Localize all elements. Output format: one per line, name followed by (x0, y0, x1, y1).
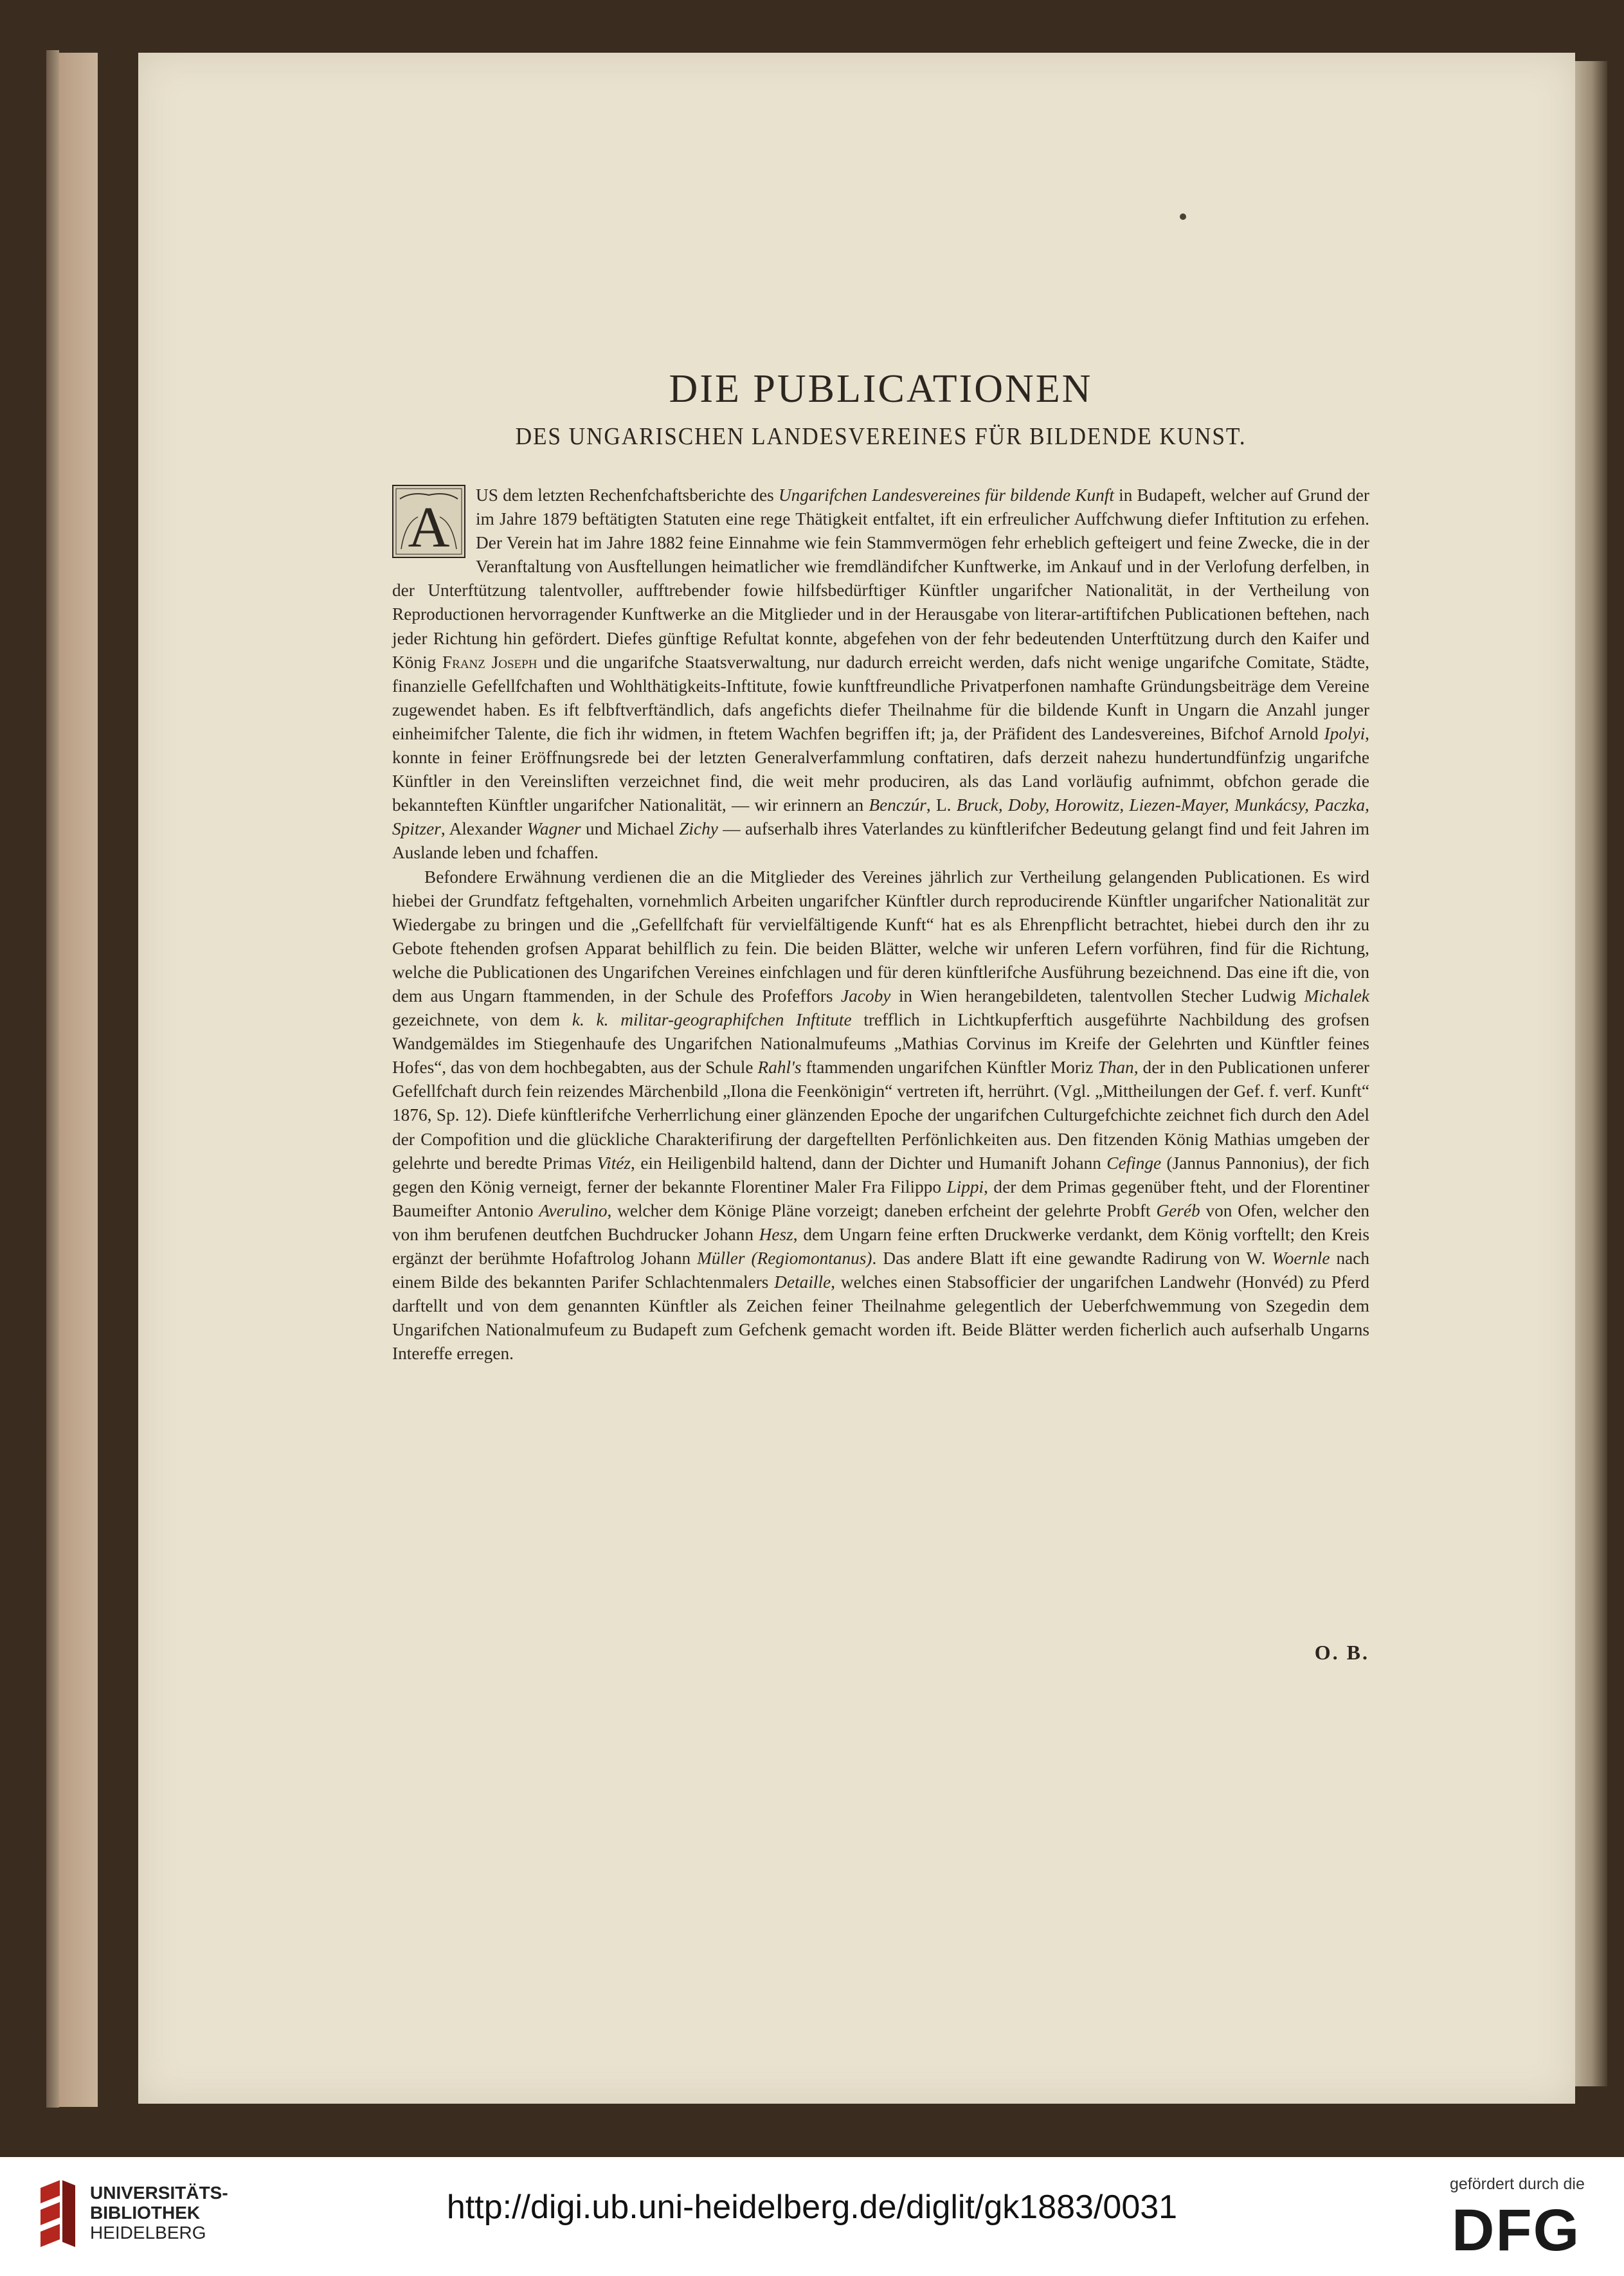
person-name: Woernle (1272, 1249, 1330, 1268)
person-name: Ipolyi (1324, 723, 1366, 743)
text-run: — aufserhalb ihres Vaterlandes zu künftlerifcher Bedeutung gelangt find und feit Jahren im Auslande leben und fchaffen. (392, 819, 1369, 863)
book-page (138, 53, 1575, 2104)
text-run: , welches einen Stabsofficier der ungarifchen Landwehr (Honvéd) zu Pferd darftellt und von dem genannten Künftler als Zeichen feiner Theilnahme gelegentlich der Ueberfchwemmung von Szegedin dem Ungarifchen Nationalmufeum zu Budapeft zum Gefchenk gemacht worden ift. Beide Blätter werden ficherlich auch aufserhalb Ungarns Intereffe erregen. (392, 1272, 1369, 1364)
person-name: Cefinge (1106, 1153, 1162, 1173)
page-stack-left (59, 53, 98, 2107)
person-name: Zichy (679, 819, 718, 839)
book-edge-left (46, 50, 59, 2108)
dfg-logo-icon[interactable]: DFG (1452, 2198, 1581, 2263)
text-run: und Michael (581, 819, 680, 839)
person-name: Müller (Regiomontanus) (697, 1249, 872, 1268)
person-name: Rahl's (757, 1058, 802, 1078)
person-name: Detaille (774, 1272, 831, 1292)
person-name: Wagner (527, 819, 581, 839)
text-run: gezeichnete, von dem (392, 1010, 572, 1030)
digitization-footer (0, 2157, 1624, 2276)
text-run: , L. (926, 795, 957, 815)
library-name-line: BIBLIOTHEK (90, 2203, 201, 2223)
library-name-line: UNIVERSITÄTS- (90, 2183, 228, 2203)
person-name: Vitéz (597, 1153, 631, 1173)
person-name: Than, (1097, 1058, 1139, 1078)
decorated-initial-icon (392, 485, 465, 558)
person-names: Bruck, Doby, Horowitz, Liezen-Mayer, Munkácsy, Paczka, Spitzer (392, 795, 1369, 839)
svg-text:A: A (408, 496, 450, 558)
person-name: Benczúr (869, 795, 926, 815)
person-name: Jacoby (841, 986, 891, 1006)
emperor-name: Franz Joseph (442, 652, 537, 672)
text-run: und die ungarifche Staatsverwaltung, nur dadurch erreicht werden, dafs nicht wenige ungarifche Comitate, Städte, finanzielle Gefellfchaften und Wohlthätigkeits-Inftitute, fowie kunftfreundliche Privatperfonen namhafte Gründungsbeiträge dem Vereine zugewendet haben. Es ift felbftverftändlich, dafs angefichts diefer Theilnahme für die bildende Kunft in Ungarn die Anzahl junger einheimifcher Talente, die fich ihr widmen, in ftetem Wachfen begriffen ift; ja, der Präfident des Landesvereines, Bifchof Arnold (392, 652, 1369, 743)
institute-name: k. k. militar-geographifchen Inftitute (572, 1010, 852, 1030)
paragraph-1 (392, 483, 1369, 865)
permalink-url[interactable]: http://digi.ub.uni-heidelberg.de/diglit/gk1883/0031 (446, 2189, 1178, 2226)
article-body (392, 483, 1369, 1366)
text-run: , dem Ungarn feine erften Druckwerke verdankt, dem König vorftellt; den Kreis ergänzt der berühmte Hofaftrolog Johann (392, 1224, 1369, 1268)
text-run: (Jannus Pannonius), der fich gegen den König verneigt, ferner der bekannte Florentiner Maler Fra Filippo (392, 1153, 1369, 1197)
person-name: Michalek (1304, 986, 1369, 1006)
text-run: ftammenden ungarifchen Künftler Moriz (801, 1058, 1098, 1078)
text-run: trefflich in Lichtkupferftich ausgeführte Nachbildung des grofsen Wandgemäldes im Stiegenhaufe des Ungarifchen Nationalmufeums „Mathias Corvinus im Kreife der Gelehrten und Künftler feines Hofes“, das von dem hochbegabten, aus der Schule (392, 1010, 1369, 1078)
person-name: Geréb (1156, 1200, 1200, 1220)
paragraph-2 (392, 865, 1369, 1366)
text-run: Befondere Erwähnung verdienen die an die Mitglieder des Vereines jährlich zur Vertheilung gelangenden Publicationen. Es wird hiebei der Grundfatz feftgehalten, vornehmlich Arbeiten ungarifcher Künftler durch reproducirende Künftler ungarifcher Nationalität zur Wiedergabe zu bringen und die „Gefellfchaft für vervielfältigende Kunft“ hat es als Ehrenpflicht betrachtet, hiebei durch den ihr zu Gebote ftehenden grofsen Apparat behilflich zu fein. Die beiden Blätter, welche wir unferen Lefern vorführen, find für die Richtung, welche die Publicationen des Ungarifchen Vereines einfchlagen und für deren künftlerifche Ausführung bezeichnend. Das eine ift die, von dem aus Ungarn ftammenden, in der Schule des Profeffors (392, 867, 1369, 1006)
text-run: , welcher dem Könige Pläne vorzeigt; daneben erfcheint der gelehrte Probft (607, 1200, 1157, 1220)
text-run: von Ofen, welcher den von ihm berufenen deutfchen Buchdrucker Johann (392, 1200, 1369, 1244)
page-speck (1180, 213, 1186, 220)
text-run: in Budapeft, welcher auf Grund der im Jahre 1879 beftätigten Statuten eine rege Thätigkeit entfaltet, ift ein erfreulicher Auffchwung diefer Inftitution zu erfehen. Der Verein hat im Jahre 1882 feine Einnahme wie fein Stammvermögen fehr erheblich gefteigert und feine Zwecke, die in der Veranftaltung von Ausftellungen heimatlicher wie fremdländifcher Kunftwerke, im Ankauf und in der Verlofung derfelben, in der Unterftützung talentvoller, aufftrebender fowie hilfsbedürftiger Künftler ungarifcher Nationalität, in der Vertheilung von Reproductionen hervorragender Kunftwerke an die Mitglieder und in der Herausgabe von literar-artiftifchen Publicationen beftehen, nach jeder Richtung hin gefördert. Diefes günftige Refultat konnte, abgefehen von der fehr bedeutenden Unterftützung durch den Kaifer und König (392, 485, 1369, 672)
page-title: DIE PUBLICATIONEN (669, 367, 1093, 411)
text-run: , konnte in feiner Eröffnungsrede bei der letzten Generalverfammlung conftatiren, dafs derzeit nahezu hundertundfünfzig ungarifche Künftler in den Vereinsliften verzeichnet find, die weit mehr produciren, als das Land vorläufig aufnimmt, obfchon gerade die bekannteften Künftler ungarifcher Nationalität, — wir erinnern an (392, 723, 1369, 815)
library-name-line: HEIDELBERG (90, 2223, 206, 2243)
text-run: US dem letzten Rechenfchaftsberichte des (476, 485, 779, 505)
person-name: Averulino (539, 1200, 608, 1220)
text-run: nach einem Bilde des bekannten Parifer Schlachtenmalers (392, 1249, 1370, 1292)
text-run: in Wien herangebildeten, talentvollen Stecher Ludwig (890, 986, 1304, 1006)
text-run: , Alexander (440, 819, 527, 839)
author-signature: O. B. (1314, 1641, 1369, 1664)
society-name: Ungarifchen Landesvereines für bildende Kunft (778, 485, 1114, 505)
funding-caption: gefördert durch die (1450, 2175, 1585, 2193)
text-run: . Das andere Blatt ift eine gewandte Radirung von W. (872, 1249, 1272, 1268)
person-name: Lippi (946, 1177, 984, 1197)
person-name: Hesz (759, 1224, 793, 1244)
page-subtitle: DES UNGARISCHEN LANDESVEREINES FÜR BILDENDE KUNST. (515, 423, 1247, 450)
text-run: der in den Publicationen unferer Gefellfchaft durch fein reizendes Märchenbild „Ilona die Feenkönigin“ vertreten ift, herrührt. (Vgl. „Mittheilungen der Gef. f. verf. Kunft“ 1876, Sp. 12). Diefe künftlerifche Verherrlichung einer glänzenden Epoche der ungarifchen Culturgefchichte zeichnet fich durch den Adel der Compofition und die glückliche Charakterifirung der dargeftellten Perfönlichkeiten aus. Den fitzenden König Mathias umgeben der gelehrte und beredte Primas (392, 1058, 1370, 1173)
text-run: , ein Heiligenbild haltend, dann der Dichter und Humanift Johann (631, 1153, 1107, 1173)
text-run: , der dem Primas gegenüber fteht, und der Florentiner Baumeifter Antonio (392, 1177, 1369, 1220)
